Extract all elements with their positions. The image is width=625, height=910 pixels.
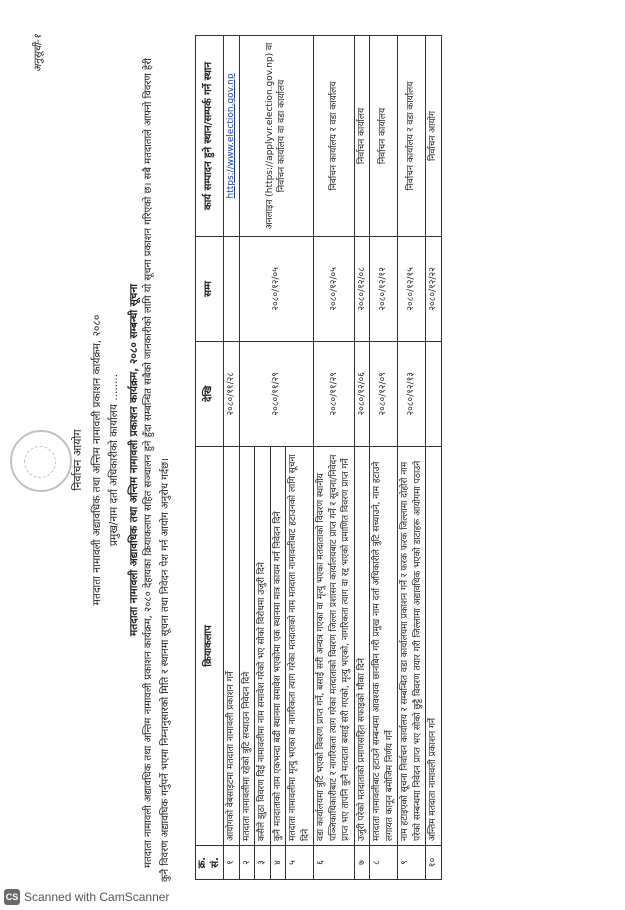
cell-to: २०८०/१२/१५ (398, 236, 426, 341)
schedule-table (195, 35, 442, 880)
election-website-link[interactable]: https://www.election.gov.np (224, 36, 240, 237)
cell-sn: ४ (270, 846, 286, 880)
cell-sn: ७ (354, 846, 370, 880)
cell-from: २०८०/१२/०९ (370, 341, 398, 446)
cell-to: २०८०/१२/०५ (314, 236, 355, 341)
cell-to-group: २०८०/१२/०५ (239, 236, 314, 341)
table-row (398, 36, 426, 880)
notice-title: मतदाता नामावली अद्यावधिक तथा अन्तिम नामावली प्रकाशन कार्यक्रम, २०८० सम्बन्धी सूचना (128, 283, 140, 637)
cell-to: २०८०/१२/१२ (370, 236, 398, 341)
cell-sn: १० (426, 846, 442, 880)
cell-activity: मतदाता नामावलीमा रहेको त्रुटि सच्याउन निवेदन दिने (239, 446, 255, 845)
table-header-row (196, 36, 224, 880)
cell-from: २०८०/१२/०६ (354, 341, 370, 446)
table-row (426, 36, 442, 880)
cell-activity: वडा कार्यालयमा त्रुटि भएको विवरण प्राप्त गर्ने, बसाई सरी अन्यत्र गएका वा मृत्यु भएका मतदाताको विवरण स्थानीय पञ्जिकाधिकारीबाट र नागरिकता त्याग गरेका मतदाताको विवरण जिल्ला प्रशासन कार्यालयबाट प्राप्त गर्ने र सूचना/निवेदन प्राप्त भए तापनि कुनै मतदाता बसाई सरी गएको, मृत्यु भएको, नागरिकता त्याग वा रद्द भएको प्रमाणित विवरण प्राप्त गर्ने (314, 446, 355, 845)
cell-activity: कसैले झुठा विवरण दिई नामावलीमा नाम समावेश गरेको भए सोको विरोधमा उजुरी दिने (255, 446, 271, 845)
cell-activity: मतदाता नामावलीबाट हटाउने सम्बन्धमा आवश्यक छानबिन गरी प्रमुख नाम दर्ता अधिकारीले त्रुटि सच्याउने, नाम हटाउने लगायत कानून बमोजिम निर्णय गर्ने (370, 446, 398, 845)
cell-activity: मतदाता नामावलीमा मृत्यु भएका वा नागरिकता त्याग गरेका मतदाताको नाम मतदाता नामावलीबाट हटाउनको लागि सूचना दिने (286, 446, 314, 845)
header-sn: क्र. सं. (196, 846, 224, 880)
election-commission-seal-icon (10, 430, 72, 492)
cell-sn: ३ (255, 846, 271, 880)
cell-place: निर्वाचन कार्यालय (370, 36, 398, 237)
cell-sn: १ (224, 846, 240, 880)
cell-place: निर्वाचन कार्यालय (354, 36, 370, 237)
cell-sn: ८ (370, 846, 398, 880)
cell-sn: ५ (286, 846, 314, 880)
cell-place: निर्वाचन कार्यालय र वडा कार्यालय (314, 36, 355, 237)
table-row (354, 36, 370, 880)
header-place: कार्य सम्पादन हुने स्थान/सम्पर्क गर्ने स्थान (196, 36, 224, 237)
intro-paragraph: मतदाता नामावली अद्यावधिक तथा अन्तिम नामावली प्रकाशन कार्यक्रम, २०८० देहायका क्रियाकलाप सहित सञ्चालन हुने हुँदा सम्बन्धित सबैको जानकारीको लागि यो सूचना प्रकाशन गरिएको छ। सबै मतदाताले आफ्नो विवरण हेरी कुनै विवरण अद्यावधिक गर्नुपर्ने भएमा निम्नानुसारको मिति र स्थानमा सूचना तथा निवेदन पेश गर्न आयोग अनुरोध गर्दछ। (143, 58, 171, 882)
cell-from: २०८०/११/२९ (314, 341, 355, 446)
camscanner-logo-icon: CS (4, 889, 20, 905)
office-line: प्रमुख/नाम दर्ता अधिकारीको कार्यालय ........ (108, 373, 120, 547)
cell-place: निर्वाचन कार्यालय र वडा कार्यालय (398, 36, 426, 237)
cell-activity: नाम हटाइएको सूचना निर्वाचन कार्यालय र सम्बन्धित वडा कार्यालयमा प्रकाशन गर्ने र फरक फरक जिल्लामा दोहोरो नाम परेको सम्बन्धमा निवेदन प्राप्त भए सोको छुट्टै विवरण तयार गरी जिल्लामा अद्यावधिक भएको डाटाहरू आयोगमा पठाउने (398, 446, 426, 845)
header-activity: क्रियाकलाप (196, 446, 224, 845)
scanner-footer (4, 888, 204, 906)
annex-label: अनुसूची-१ (33, 34, 44, 72)
cell-sn: २ (239, 846, 255, 880)
header-to: सम्म (196, 236, 224, 341)
cell-activity: आयोगको वेबसाइटमा मतदाता नामावली प्रकाशन गर्ने (224, 446, 240, 845)
cell-sn: ९ (398, 846, 426, 880)
cell-to: २०८०/१२/२२ (426, 236, 442, 341)
cell-to (224, 236, 240, 341)
cell-from: २०८०/१२/१३ (398, 341, 426, 446)
table-row (314, 36, 355, 880)
table-row (239, 36, 255, 880)
header-from: देखि (196, 341, 224, 446)
cell-place: निर्वाचन आयोग (426, 36, 442, 237)
program-title: मतदाता नामावली अद्यावधिक तथा अन्तिम नामावली प्रकाशन कार्यक्रम, २०८० (91, 314, 103, 606)
table-row (224, 36, 240, 880)
cell-from (426, 341, 442, 446)
cell-activity: कुनै मतदाताको नाम एकभन्दा बढी स्थानमा समावेश भएकोमा एक स्थानमा मात्र कायम गर्न निवेदन दिने (270, 446, 286, 845)
cell-from-group: २०८०/११/२९ (239, 341, 314, 446)
cell-activity: अन्तिम मतदाता नामावली प्रकाशन गर्ने (426, 446, 442, 845)
cell-from: २०८०/११/२८ (224, 341, 240, 446)
organization-name: निर्वाचन आयोग (71, 429, 84, 491)
cell-place-online: अनलाइन (https://applyvr.election.gov.np) वा निर्वाचन कार्यालय वा वडा कार्यालय (239, 36, 314, 237)
table-row (370, 36, 398, 880)
cell-to: २०८०/१२/०८ (354, 236, 370, 341)
cell-sn: ६ (314, 846, 355, 880)
scanner-footer-text: Scanned with CamScanner (24, 890, 170, 904)
cell-activity: उजुरी परेको मतदाताको प्रमाणसहित सफाइको मौका दिने (354, 446, 370, 845)
